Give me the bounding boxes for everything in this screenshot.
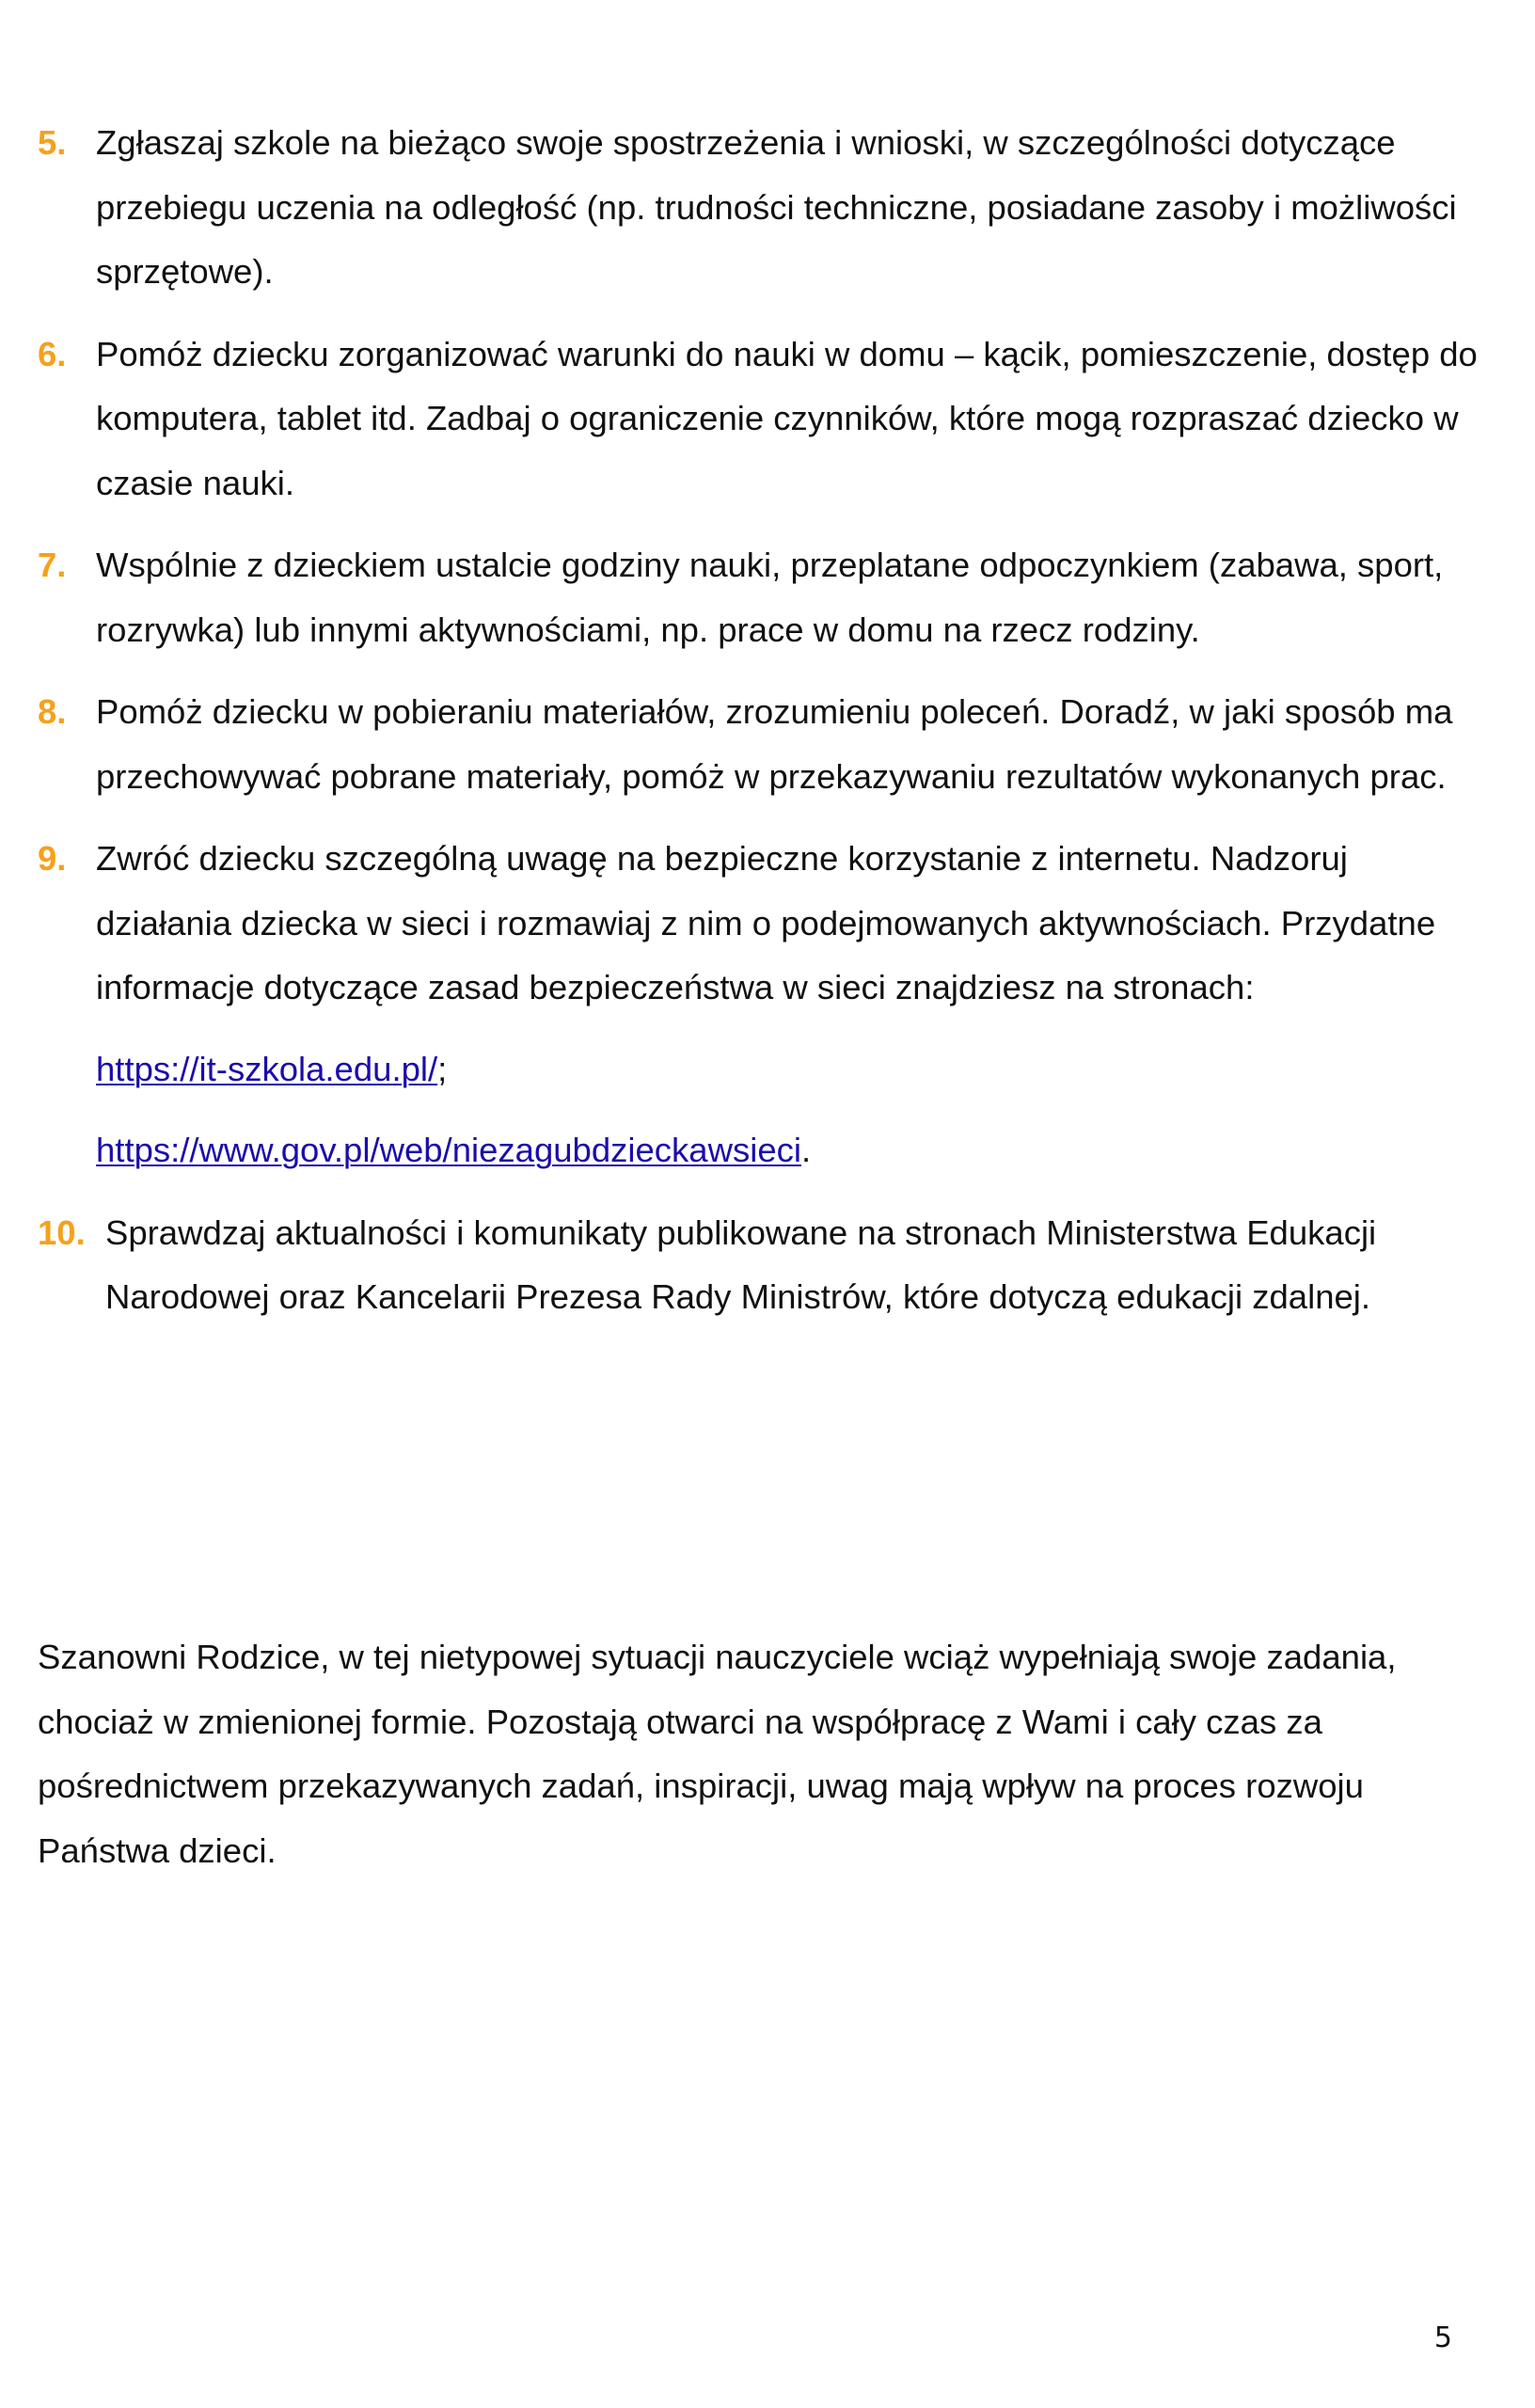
closing-paragraph: Szanowni Rodzice, w tej nietypowej sytuacji nauczyciele wciąż wypełniają swoje zadania, chociaż w zmienionej formie. Pozostają otwarci na współpracę z Wami i cały czas za pośrednictwem przekazywanych zadań, inspiracji, uwag mają wpływ na proces rozwoju Państwa dzieci. [38,1638,1397,1870]
item-number: 8. [38,692,67,731]
list-item [38,323,1486,516]
item-number: 10. [38,1212,86,1252]
list-item [38,680,1486,809]
list-item [38,827,1486,1183]
link-suffix: ; [437,1049,448,1088]
page-number: 5 [1433,2321,1452,2354]
item-number: 5. [38,123,67,162]
item-text: Pomóż dziecku zorganizować warunki do nauki w domu – kącik, pomieszczenie, dostęp do komputera, tablet itd. Zadbaj o ograniczenie czynników, które mogą rozpraszać dziecko w czasie nauki. [96,334,1478,502]
item-text: Wspólnie z dzieckiem ustalcie godziny nauki, przeplatane odpoczynkiem (zabawa, sport, rozrywka) lub innymi aktywnościami, np. prace w domu na rzecz rodziny. [96,546,1444,649]
safety-links [96,1038,1486,1183]
link-suffix: . [800,1131,812,1169]
item-text: Pomóż dziecku w pobieraniu materiałów, zrozumieniu poleceń. Doradź, w jaki sposób ma przechowywać pobrane materiały, pomóż w przekazywaniu rezultatów wykonanych prac. [96,692,1453,796]
gov-niezagubdziecka-link[interactable]: https://www.gov.pl/web/niezagubdzieckawsieci [96,1131,801,1169]
item-text: Zgłaszaj szkole na bieżąco swoje spostrzeżenia i wnioski, w szczególności dotyczące przebiegu uczenia na odległość (np. trudności techniczne, posiadane zasoby i możliwości sprzętowe). [96,123,1457,291]
list-item [38,533,1486,662]
item-number: 7. [38,546,67,584]
advice-list [38,111,1486,1348]
list-item [38,111,1486,305]
it-szkola-link[interactable]: https://it-szkola.edu.pl/ [96,1049,438,1088]
list-item [38,1201,1486,1330]
link-line [96,1118,1486,1183]
item-text: Sprawdzaj aktualności i komunikaty publikowane na stronach Ministerstwa Edukacji Narodowej oraz Kancelarii Prezesa Rady Ministrów, które dotyczą edukacji zdalnej. [105,1212,1377,1316]
link-line [96,1038,1486,1102]
item-text: Zwróć dziecku szczególną uwagę na bezpieczne korzystanie z internetu. Nadzoruj działania dziecka w sieci i rozmawiaj z nim o podejmowanych aktywnościach. Przydatne informacje dotyczące zasad bezpieczeństwa w sieci znajdziesz na stronach: [96,839,1436,1006]
item-number: 6. [38,334,67,373]
item-number: 9. [38,839,67,878]
